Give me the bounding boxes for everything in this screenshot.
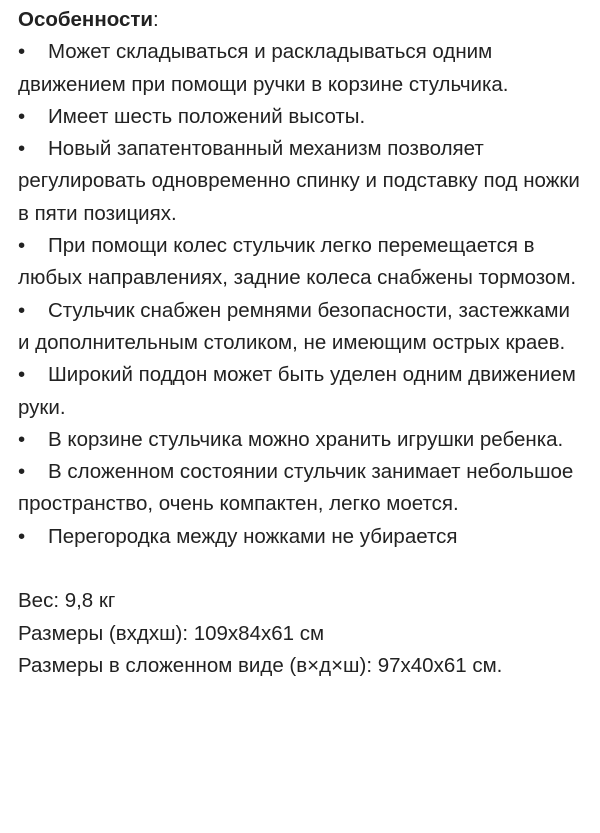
bullet: • — [18, 298, 26, 322]
features-heading-line — [18, 4, 582, 36]
bullet: • — [18, 137, 26, 161]
feature-item-1 — [18, 36, 582, 101]
feature-text: Имеет шесть положений высоты. — [48, 104, 366, 128]
blank-line — [18, 553, 582, 585]
feature-text: В сложенном состоянии стульчик занимает небольшое пространство, очень компактен, легко моется. — [18, 460, 574, 516]
spec-dimensions: Размеры (вхдхш): 109х84х61 см — [18, 621, 325, 645]
feature-item-9 — [18, 521, 582, 553]
feature-item-7 — [18, 424, 582, 456]
spec-folded-dimensions: Размеры в сложенном виде (в×д×ш): 97х40х61 см. — [18, 653, 503, 677]
bullet: • — [18, 460, 26, 484]
bullet: • — [18, 363, 26, 387]
spec-weight: Вес: 9,8 кг — [18, 589, 116, 613]
feature-text: Новый запатентованный механизм позволяет регулировать одновременно спинку и подставку под ножки в пяти позициях. — [18, 137, 580, 225]
feature-text: Перегородка между ножками не убирается — [48, 524, 458, 548]
features-heading-colon: : — [153, 8, 159, 31]
feature-text: Стульчик снабжен ремнями безопасности, застежками и дополнительным столиком, не имеющим острых краев. — [18, 298, 570, 354]
feature-item-3 — [18, 133, 582, 230]
feature-text: Может складываться и раскладываться одним движением при помощи ручки в корзине стульчика. — [18, 40, 509, 96]
bullet: • — [18, 40, 26, 64]
feature-item-2 — [18, 101, 582, 133]
bullet: • — [18, 104, 26, 128]
feature-text: При помощи колес стульчик легко перемещается в любых направлениях, задние колеса снабжены тормозом. — [18, 234, 577, 290]
bullet: • — [18, 524, 26, 548]
feature-text: Широкий поддон может быть уделен одним движением руки. — [18, 363, 576, 419]
bullet: • — [18, 427, 26, 451]
feature-item-4 — [18, 230, 582, 295]
feature-item-8 — [18, 456, 582, 521]
bullet: • — [18, 234, 26, 258]
feature-text: В корзине стульчика можно хранить игрушки ребенка. — [48, 427, 564, 451]
features-list — [18, 36, 582, 553]
feature-item-6 — [18, 359, 582, 424]
features-heading: Особенности — [18, 8, 153, 31]
feature-item-5 — [18, 295, 582, 360]
